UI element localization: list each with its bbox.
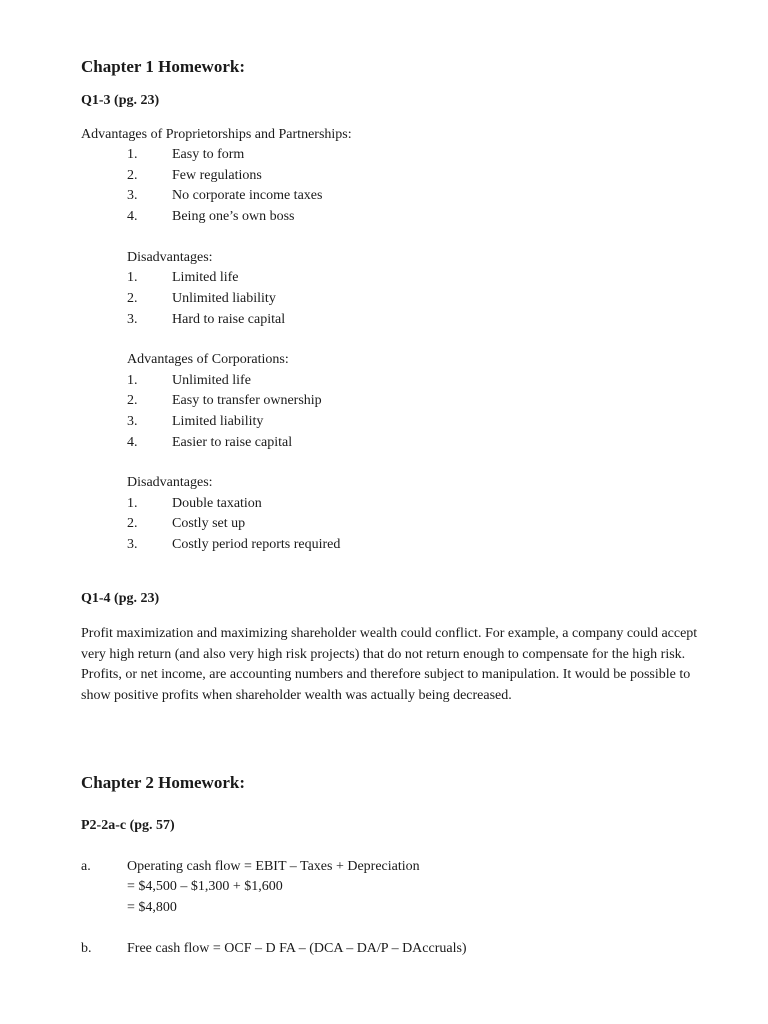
list-item: Easy to transfer ownership <box>172 393 322 408</box>
list-item: Unlimited liability <box>172 291 276 306</box>
list-item: Costly period reports required <box>172 537 341 552</box>
q1-3-heading: Q1-3 (pg. 23) <box>81 93 160 108</box>
list-number: 3. <box>127 312 138 327</box>
list-item: Few regulations <box>172 168 262 183</box>
ocf-formula: Operating cash flow = EBIT – Taxes + Depreciation <box>127 859 420 874</box>
list-item: Limited life <box>172 270 239 285</box>
list-number: 1. <box>127 496 138 511</box>
list-item: No corporate income taxes <box>172 188 323 203</box>
q1-4-paragraph: Profit maximization and maximizing shareholder wealth could conflict. For example, a company could accept very high return (and also very high risk projects) that do not return enough to compensate for the high risk. Profits, or net income, are accounting numbers and therefore subject to manipulation. It would be possible to show positive profits when shareholder wealth was actually being decreased. <box>81 626 698 703</box>
list-number: 2. <box>127 168 138 183</box>
corp-disadvantages-label: Disadvantages: <box>127 475 213 490</box>
ocf-calculation: = $4,500 – $1,300 + $1,600 <box>127 879 283 894</box>
fcf-formula: Free cash flow = OCF – D FA – (DCA – DA/P – DAccruals) <box>127 941 467 956</box>
part-a-label: a. <box>81 859 91 874</box>
list-number: 3. <box>127 414 138 429</box>
list-item: Being one’s own boss <box>172 209 295 224</box>
corp-advantages-label: Advantages of Corporations: <box>127 352 289 367</box>
list-number: 2. <box>127 291 138 306</box>
list-number: 4. <box>127 435 138 450</box>
list-item: Double taxation <box>172 496 262 511</box>
list-number: 1. <box>127 270 138 285</box>
list-number: 1. <box>127 147 138 162</box>
prop-advantages-intro: Advantages of Proprietorships and Partnerships: <box>81 127 352 142</box>
list-number: 1. <box>127 373 138 388</box>
list-number: 2. <box>127 393 138 408</box>
list-number: 2. <box>127 516 138 531</box>
list-item: Costly set up <box>172 516 246 531</box>
list-item: Unlimited life <box>172 373 251 388</box>
list-item: Limited liability <box>172 414 264 429</box>
chapter-1-title: Chapter 1 Homework: <box>81 57 245 76</box>
q1-4-heading: Q1-4 (pg. 23) <box>81 591 160 606</box>
part-b-label: b. <box>81 941 92 956</box>
list-number: 3. <box>127 537 138 552</box>
chapter-2-title: Chapter 2 Homework: <box>81 773 245 792</box>
p2-2-heading: P2-2a-c (pg. 57) <box>81 818 175 833</box>
list-item: Hard to raise capital <box>172 312 286 327</box>
list-number: 4. <box>127 209 138 224</box>
list-item: Easy to form <box>172 147 245 162</box>
prop-disadvantages-label: Disadvantages: <box>127 250 213 265</box>
ocf-result: = $4,800 <box>127 900 177 915</box>
list-number: 3. <box>127 188 138 203</box>
list-item: Easier to raise capital <box>172 435 293 450</box>
